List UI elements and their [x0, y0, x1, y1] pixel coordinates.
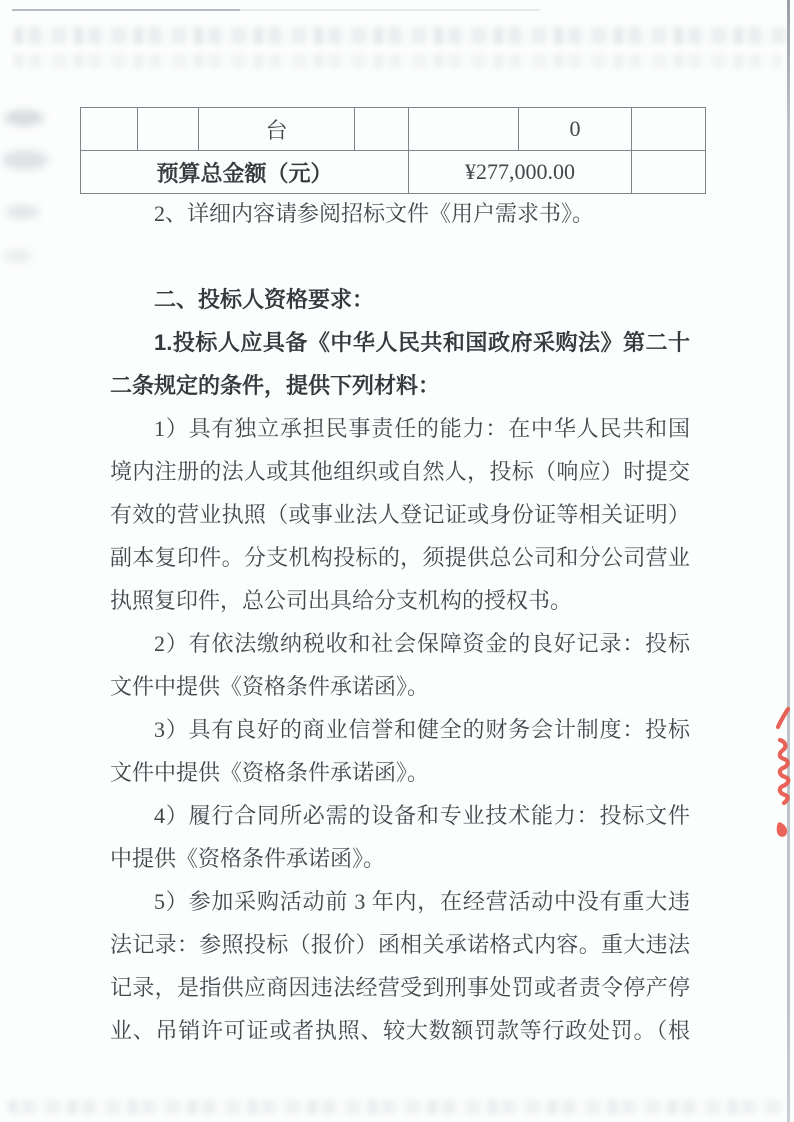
paragraph-line: 业、吊销许可证或者执照、较大数额罚款等行政处罚。（根 [110, 1018, 690, 1043]
paragraph-line: 中提供《资格条件承诺函》。 [110, 846, 386, 871]
budget-table [80, 107, 706, 194]
scan-artifact-line [12, 9, 240, 11]
budget-total-amount: ¥277,000.00 [409, 151, 632, 194]
page-edge-shadow [787, 0, 790, 1122]
paragraph-line: 二条规定的条件，提供下列材料： [110, 373, 441, 398]
table-row-budget-total [81, 151, 706, 194]
paragraph-line: 1）具有独立承担民事责任的能力：在中华人民共和国 [154, 416, 690, 441]
paragraph-line: 文件中提供《资格条件承诺函》。 [110, 760, 430, 785]
scan-artifact-line-faint [240, 9, 540, 11]
margin-smudge [4, 110, 44, 126]
table-cell [409, 108, 519, 151]
paragraph-line: 1.投标人应具备《中华人民共和国政府采购法》第二十 [154, 330, 690, 355]
paragraph-line: 3）具有良好的商业信誉和健全的财务会计制度：投标 [154, 717, 690, 742]
paragraph-line: 2、详细内容请参阅招标文件《用户需求书》。 [154, 201, 595, 226]
paragraph-line: 4）履行合同所必需的设备和专业技术能力：投标文件 [154, 803, 690, 828]
table-cell [138, 108, 199, 151]
table-cell [355, 108, 409, 151]
margin-smudge [2, 250, 32, 262]
table-cell [81, 108, 138, 151]
section-heading: 二、投标人资格要求： [154, 287, 375, 312]
blank-line [110, 235, 690, 278]
paragraph-line: 执照复印件，总公司出具给分支机构的授权书。 [110, 588, 573, 613]
table-cell-value: 0 [519, 108, 632, 151]
paragraph-line: 副本复印件。分支机构投标的，须提供总公司和分公司营业 [110, 545, 690, 570]
paragraph-line: 2）有依法缴纳税收和社会保障资金的良好记录：投标 [154, 631, 690, 656]
table-row-quantity [81, 108, 706, 151]
margin-smudge [6, 205, 40, 219]
bleed-through-bottom-band [8, 1100, 786, 1114]
paragraph-line: 5）参加采购活动前 3 年内，在经营活动中没有重大违 [154, 889, 690, 914]
table-cell-unit: 台 [199, 108, 355, 151]
bleed-through-top-band-2 [14, 54, 782, 68]
paragraph-line: 境内注册的法人或其他组织或自然人，投标（响应）时提交 [110, 459, 690, 484]
red-ink-mark-icon [757, 682, 791, 862]
table-cell [632, 151, 706, 194]
paragraph-line: 记录，是指供应商因违法经营受到刑事处罚或者责令停产停 [110, 975, 690, 1000]
paragraph-line: 有效的营业执照（或事业法人登记证或身份证等相关证明） [110, 502, 690, 527]
margin-smudge [2, 150, 48, 170]
document-body [110, 192, 690, 1052]
bleed-through-top-band-1 [14, 27, 786, 44]
budget-total-label: 预算总金额（元） [81, 151, 409, 194]
table-cell [632, 108, 706, 151]
paragraph-line: 文件中提供《资格条件承诺函》。 [110, 674, 430, 699]
paragraph-line: 法记录：参照投标（报价）函相关承诺格式内容。重大违法 [110, 932, 690, 957]
